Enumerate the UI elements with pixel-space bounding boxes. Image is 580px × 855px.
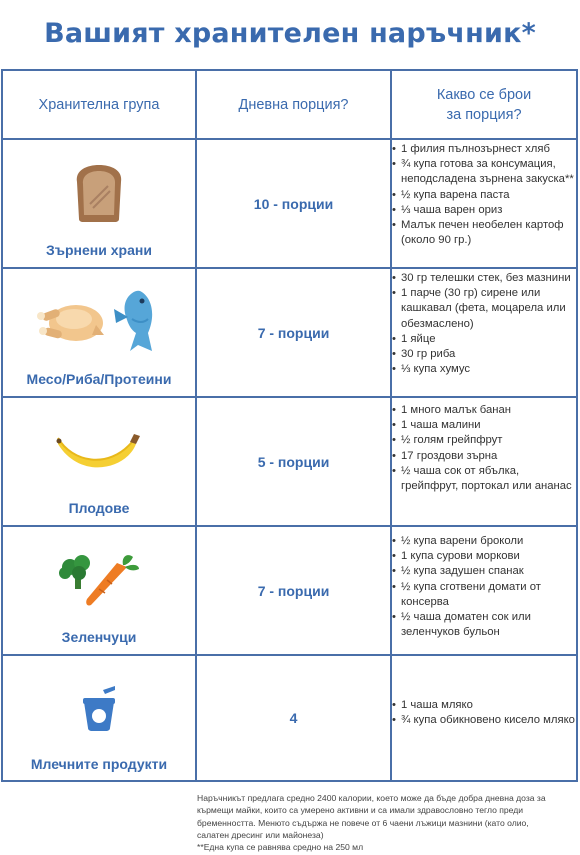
list-item: • 30 гр телешки стек, без мазнини xyxy=(392,271,578,286)
row-grains-items xyxy=(392,142,578,248)
header-counts-line2: за порция? xyxy=(446,107,522,123)
group-label: Зеленчуци xyxy=(61,629,137,645)
row-protein-items xyxy=(392,271,578,377)
chicken-fish-icon xyxy=(3,289,195,353)
header-group-label: Хранителна група xyxy=(38,97,160,113)
broccoli-carrot-icon xyxy=(3,553,195,607)
list-item: • ¾ купа обикновено кисело мляко xyxy=(392,713,578,728)
header-portion xyxy=(197,71,390,139)
header-portion-label: Дневна порция? xyxy=(238,97,349,113)
list-item: • 30 гр риба xyxy=(392,347,578,362)
page-title: Вашият хранителен наръчник* xyxy=(44,18,536,49)
footnotes xyxy=(197,792,557,853)
list-item: • ½ купа задушен спанак xyxy=(392,564,578,579)
footnote-cup: **Една купа се равнява средно на 250 мл xyxy=(197,842,364,853)
list-item: • 1 филия пълнозърнест хляб xyxy=(392,142,578,157)
list-item: • ⅓ купа хумус xyxy=(392,362,578,377)
list-item: • ¾ купа готова за консумация, неподсладена зърнена закуска** xyxy=(392,157,578,187)
row-vegetables-items xyxy=(392,534,578,640)
row-vegetables-portion: 7 - порции xyxy=(257,582,330,599)
group-label: Зърнени храни xyxy=(46,242,152,258)
list-item: • Малък печен необелен картоф (около 90 гр.) xyxy=(392,218,578,248)
list-item: • 1 купа сурови моркови xyxy=(392,549,578,564)
list-item: • ½ чаша сок от ябълка, грейпфрут, портокал или ананас xyxy=(392,464,578,494)
list-item: • ½ купа варена паста xyxy=(392,188,578,203)
list-item: • 1 много малък банан xyxy=(392,403,578,418)
group-label: Млечните продукти xyxy=(30,756,168,772)
list-item: • 17 гроздови зърна xyxy=(392,449,578,464)
list-item: • 1 парче (30 гр) сирене или кашкавал (фета, моцарела или обезмаслено) xyxy=(392,286,578,332)
list-item: • 1 чаша мляко xyxy=(392,698,578,713)
food-guide-table xyxy=(1,69,578,782)
header-counts-line1: Какво се брои xyxy=(436,87,532,103)
row-dairy-group xyxy=(3,656,195,780)
list-item: • ½ купа сготвени домати от консерва xyxy=(392,580,578,610)
header-counts xyxy=(392,71,576,139)
row-fruit-group xyxy=(3,398,195,525)
row-protein-portion: 7 - порции xyxy=(257,324,330,341)
row-fruit-items xyxy=(392,403,578,494)
list-item: • ⅓ чаша варен ориз xyxy=(392,203,578,218)
banana-icon xyxy=(3,430,195,474)
list-item: • ½ купа варени броколи xyxy=(392,534,578,549)
list-item: • ½ чаша доматен сок или зеленчуков бульон xyxy=(392,610,578,640)
row-vegetables-group xyxy=(3,527,195,654)
row-dairy-items xyxy=(392,698,578,728)
bread-toast-icon xyxy=(3,164,195,222)
row-dairy-portion: 4 xyxy=(289,710,298,726)
group-label: Месо/Риба/Протеини xyxy=(26,371,172,387)
row-grains-group xyxy=(3,140,195,267)
yogurt-cup-icon xyxy=(3,686,195,732)
list-item: • 1 чаша малини xyxy=(392,418,578,433)
footnote-calories: Наръчникът предлага средно 2400 калории, което може да бъде добра дневна доза за кърмещи майки, които са умерено активни и са имали здравословно тегло преди бременността. Менюто съдържа не повече от 6 чаени лъжици мазнини (като олио, салатен дресинг или майонеза) xyxy=(197,793,546,840)
row-grains-portion: 10 - порции xyxy=(253,195,334,212)
group-label: Плодове xyxy=(68,500,130,516)
header-group xyxy=(3,71,195,139)
list-item: • ½ голям грейпфрут xyxy=(392,433,578,448)
row-protein-group xyxy=(3,269,195,396)
list-item: • 1 яйце xyxy=(392,332,578,347)
row-fruit-portion: 5 - порции xyxy=(257,453,330,470)
